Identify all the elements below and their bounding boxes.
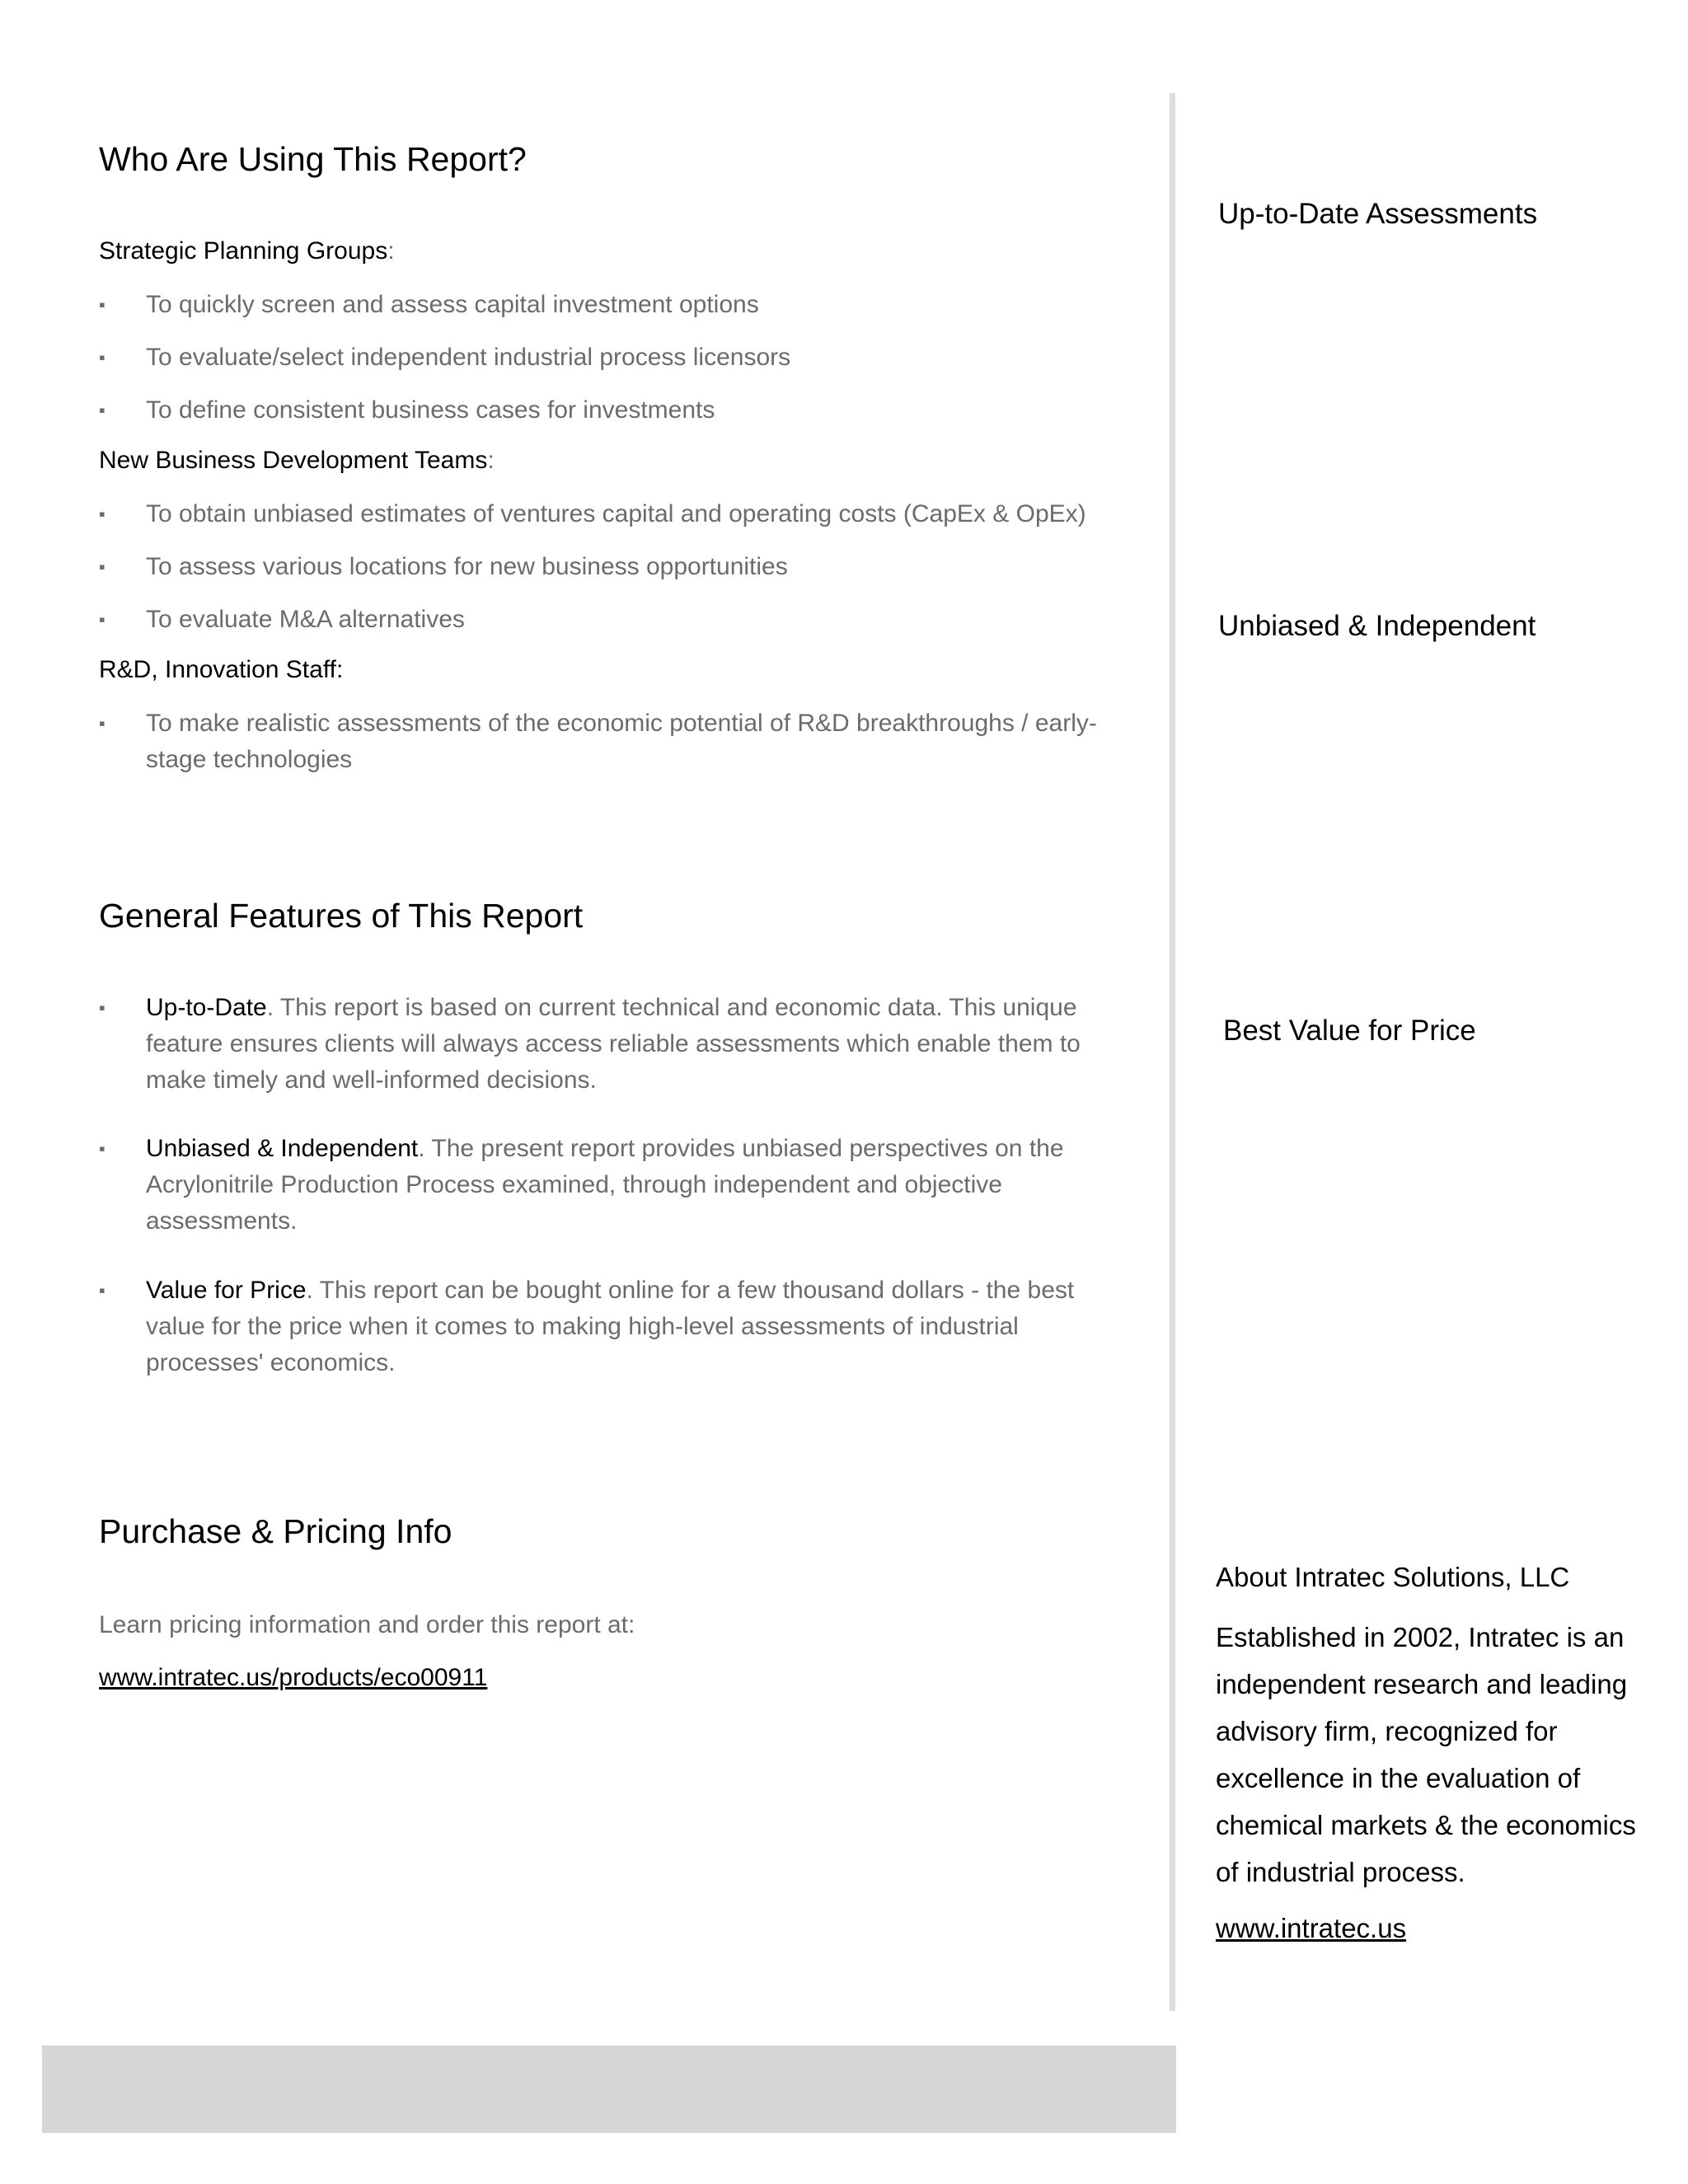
feature-text: . This report is based on current technical and economic data. This unique feature ensures clients will always access reliable assessments which enable them to make timely and well-informed decisions.	[146, 994, 1081, 1094]
purchase-text: Learn pricing information and order this report at:	[99, 1611, 635, 1638]
bullet-marker: ▪	[99, 347, 106, 368]
bullet-marker: ▪	[99, 556, 106, 577]
group-label-rnd	[99, 656, 343, 684]
group-label-text: R&D, Innovation Staff:	[99, 656, 344, 683]
bullet-marker: ▪	[99, 1138, 106, 1159]
group-label-text: Strategic Planning Groups	[99, 237, 388, 265]
bullet-marker: ▪	[99, 609, 106, 630]
feature-lead: Up-to-Date	[146, 994, 267, 1021]
sidebar-heading-up-to-date: Up-to-Date Assessments	[1218, 198, 1538, 230]
group-label-suffix: :	[487, 447, 495, 474]
bullet-marker: ▪	[99, 997, 106, 1018]
features-title: General Features of This Report	[99, 897, 584, 935]
group-label-text: New Business Development Teams	[99, 447, 488, 474]
column-divider	[1170, 93, 1175, 2011]
sidebar-heading-value: Best Value for Price	[1223, 1015, 1476, 1047]
list-item-text: To quickly screen and assess capital investment options	[146, 291, 759, 318]
bullet-marker: ▪	[99, 504, 106, 524]
group-label-new-business	[99, 447, 495, 475]
list-item-text: To obtain unbiased estimates of ventures capital and operating costs (CapEx & OpEx)	[146, 500, 1086, 527]
group-label-suffix: :	[387, 237, 395, 265]
list-item-text: To evaluate/select independent industrial process licensors	[146, 344, 791, 371]
company-link[interactable]: www.intratec.us	[1216, 1913, 1407, 1943]
bullet-marker: ▪	[99, 400, 106, 420]
bullet-marker: ▪	[99, 1280, 106, 1301]
sidebar-heading-unbiased: Unbiased & Independent	[1218, 610, 1536, 642]
about-title: About Intratec Solutions, LLC	[1216, 1562, 1570, 1592]
product-link[interactable]: www.intratec.us/products/eco00911	[99, 1664, 488, 1691]
feature-lead: Unbiased & Independent	[146, 1135, 419, 1162]
about-text: Established in 2002, Intratec is an independent research and leading advisory firm, recognized for excellence in the evaluation of chemical markets & the economics of industrial process.	[1216, 1622, 1636, 1887]
feature-text: . The present report provides unbiased perspectives on the Acrylonitrile Production Process examined, through independent and objective assessments.	[146, 1135, 1064, 1235]
list-item-text: To evaluate M&A alternatives	[146, 606, 465, 633]
list-item-text: To make realistic assessments of the economic potential of R&D breakthroughs / early-stage technologies	[146, 710, 1097, 773]
list-item-text: To assess various locations for new business opportunities	[146, 553, 788, 580]
feature-lead: Value for Price	[146, 1277, 307, 1304]
purchase-title: Purchase & Pricing Info	[99, 1512, 452, 1550]
list-item-text: To define consistent business cases for investments	[146, 396, 715, 424]
who-using-title: Who Are Using This Report?	[99, 140, 527, 178]
bullet-marker: ▪	[99, 713, 106, 733]
group-label-strategic-planning	[99, 237, 395, 265]
bullet-marker: ▪	[99, 294, 106, 315]
footer-bar	[42, 2046, 1176, 2133]
feature-text: . This report can be bought online for a few thousand dollars - the best value for the price when it comes to making high-level assessments of industrial processes' economics.	[146, 1277, 1075, 1376]
